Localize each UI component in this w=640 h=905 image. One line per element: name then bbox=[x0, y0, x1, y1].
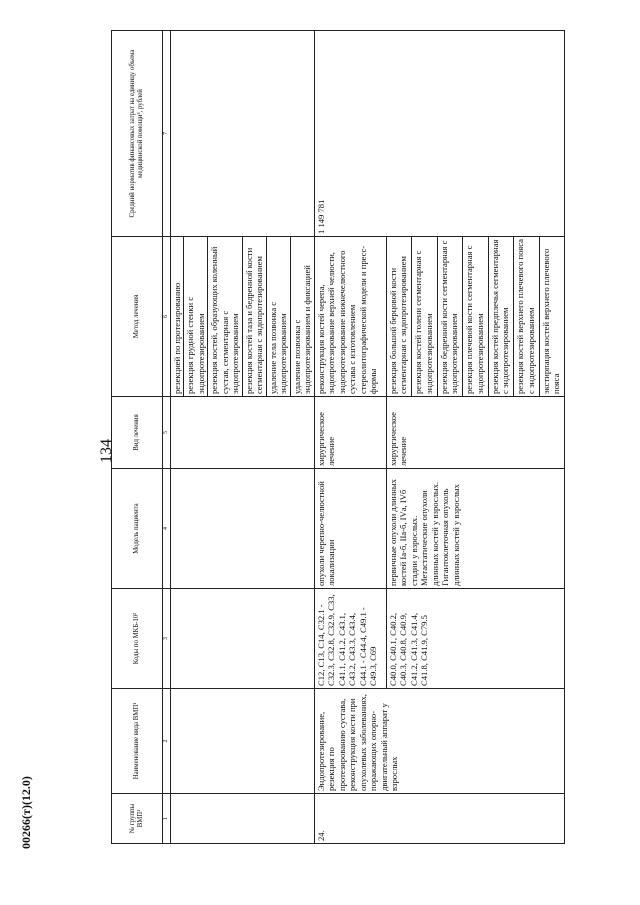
header-treatment-type: Вид лечения bbox=[112, 397, 163, 469]
row-24a bbox=[314, 31, 386, 844]
table-header-row bbox=[112, 31, 163, 844]
group-number: 24. bbox=[314, 794, 564, 844]
col-num: 4 bbox=[163, 469, 171, 589]
header-patient-model: Модель пациента bbox=[112, 469, 163, 589]
method-item: резекция костей предплечья сегментарная с эндопротезированием bbox=[488, 237, 513, 396]
page-number: 134 bbox=[98, 439, 115, 463]
continuation-row bbox=[171, 31, 315, 844]
method-item: резекция костей таза и бедренной кости сегментарная с эндопротезированием bbox=[242, 237, 266, 396]
col-num: 7 bbox=[163, 31, 171, 237]
icd-codes: C40.0, C40.1, C40.2, C40.3, C40.8, C40.9, C41.2, C41.3, C41.4, C41.8, C41.9, C79.5 bbox=[386, 589, 564, 689]
continuation-methods-cell bbox=[171, 237, 315, 397]
col-num: 3 bbox=[163, 589, 171, 689]
header-vmp-name: Наименование вида ВМП¹ bbox=[112, 689, 163, 794]
treatment-methods-cell bbox=[386, 237, 564, 397]
icd-codes: C12, C13, C14, C32.1 - C32.3, C32.8, C32.9, C33, C41.1, C41.2, C43.1, C43.2, C43.3, C43.4, C44.1 - C44.4, C49.1 - C49.3, C69 bbox=[314, 589, 386, 689]
vmp-name: Эндопротезирование, резекция по протезированию сустава, реконструкция кости при опухолевых заболеваниях, поражающих опорно-двигательный аппарат у взрослых bbox=[314, 689, 564, 794]
header-treatment-method: Метод лечения bbox=[112, 237, 163, 397]
col-num: 2 bbox=[163, 689, 171, 794]
patient-model: первичные опухоли длинных костей Iа-б, IIа-б, IVа, IVб стадии у взрослых. Метастатические опухоли длинных костей у взрослых. Гигантоклеточная опухоль длинных костей у взрослых bbox=[386, 469, 564, 589]
vmp-table bbox=[111, 30, 565, 844]
method-item: удаление тела позвонка с эндопротезированием bbox=[266, 237, 290, 396]
method-item: резекция костей, образующих коленный сустав, сегментарная с эндопротезированием bbox=[208, 237, 242, 396]
header-group-number: № группы ВМП¹ bbox=[112, 794, 163, 844]
column-number-row bbox=[163, 31, 171, 844]
treatment-type: хирургическое лечение bbox=[386, 397, 564, 469]
method-item: резекция бедренной кости сегментарная с эндопротезированием bbox=[437, 237, 462, 396]
rotated-table-area bbox=[111, 31, 565, 844]
method-item: резекция плечевой кости сегментарная с эндопротезированием bbox=[463, 237, 488, 396]
footer-code: 00266(т)(12.0) bbox=[18, 776, 33, 849]
header-cost: Средний норматив финансовых затрат на единицу объема медицинской помощи³, рублей bbox=[112, 31, 163, 237]
method-item: резекция костей голени сегментарная с эндопротезированием bbox=[412, 237, 437, 396]
method-item: резекция костей верхнего плечевого пояса с эндопротезированием bbox=[514, 237, 539, 396]
col-num: 5 bbox=[163, 397, 171, 469]
method-item: резекцией по протезированию bbox=[171, 237, 184, 396]
table-rotated-wrapper bbox=[111, 31, 565, 844]
col-num: 6 bbox=[163, 237, 171, 397]
col-num: 1 bbox=[163, 794, 171, 844]
treatment-method: реконструкция костей черепа, эндопротезирование верхней челюсти, эндопротезирование нижнечелюстного сустава с изготовлением стереолитографической модели и пресс-формы bbox=[314, 237, 386, 397]
method-item: резекция грудной стенки с эндопротезированием bbox=[184, 237, 208, 396]
method-item: экстирпация костей верхнего плечевого пояса bbox=[540, 248, 561, 394]
method-item: удаление позвонка с эндопротезированием и фиксацией bbox=[291, 265, 313, 394]
patient-model: опухоли черепно-челюстной локализации bbox=[314, 469, 386, 589]
method-item: резекция большой берцовой кости сегментарная с эндопротезированием bbox=[387, 237, 412, 396]
cost-value: 1 149 781 bbox=[314, 31, 564, 237]
header-icd-codes: Коды по МКБ-10² bbox=[112, 589, 163, 689]
treatment-type: хирургическое лечение bbox=[314, 397, 386, 469]
